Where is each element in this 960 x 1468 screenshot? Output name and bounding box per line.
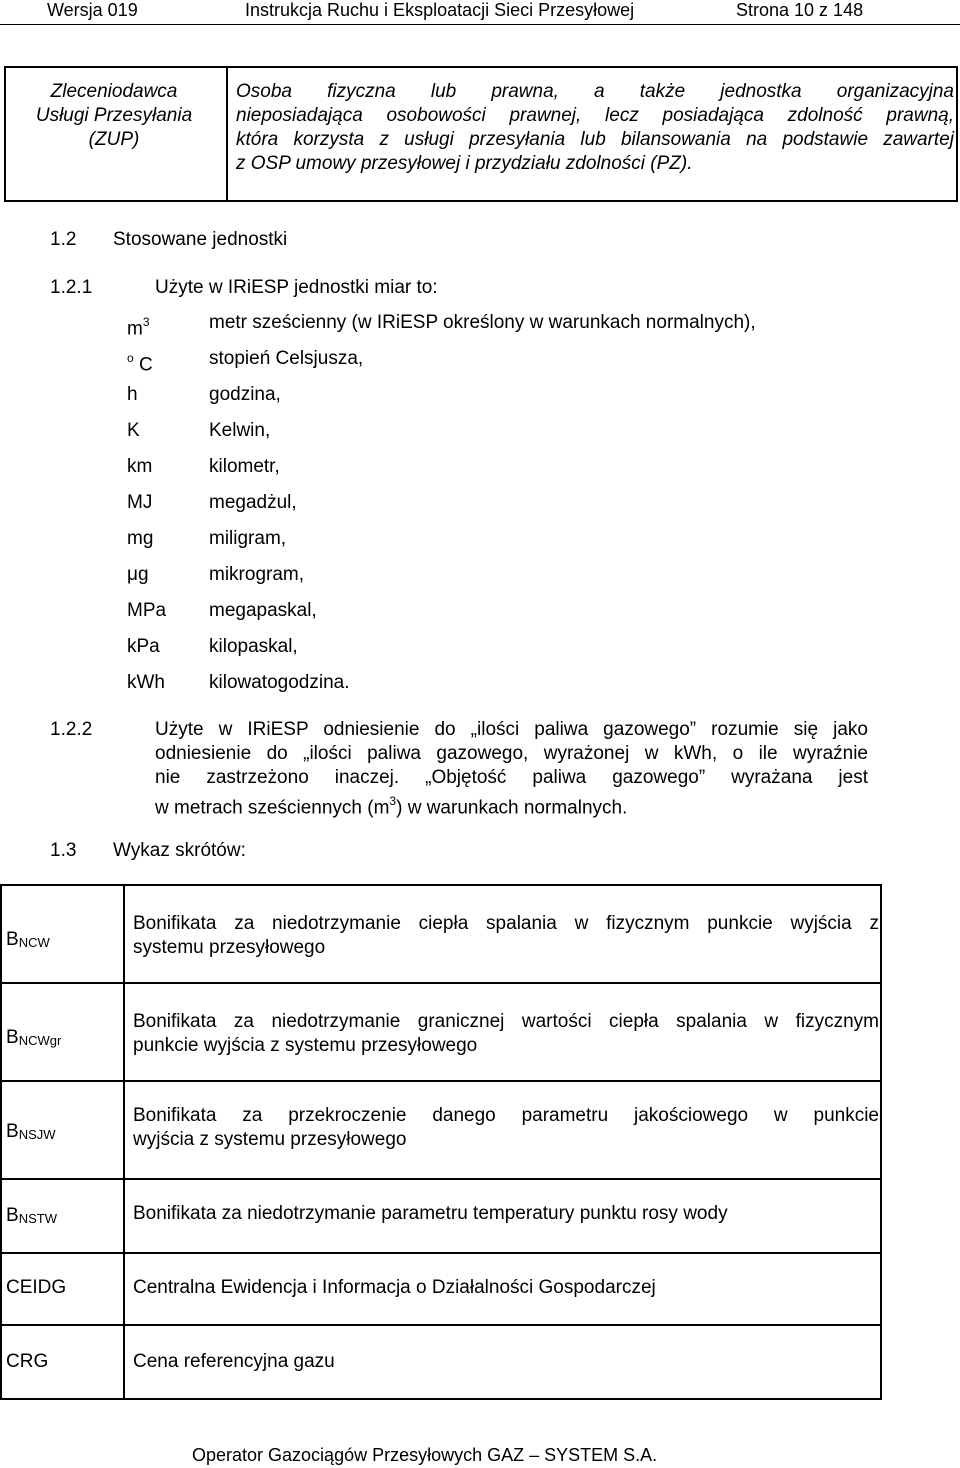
table-row <box>0 1178 882 1254</box>
definition-line: z OSP umowy przesyłowej i przydziału zdolności (PZ). <box>236 153 693 174</box>
unit-symbol: $m^3$ <box>127 315 150 340</box>
paragraph-line: w metrach sześciennych $(m^3)$ w warunkach normalnych. <box>155 794 628 819</box>
definition-line: nieposiadająca osobowości prawnej, lecz posiadająca zdolność prawną, <box>236 105 954 126</box>
abbreviation-text: Bonifikata za przekroczenie danego parametru jakościowego w punkcie wyjścia z systemu przesyłowego <box>133 1105 879 1150</box>
unit-symbol: MPa <box>127 600 167 621</box>
table-row <box>0 1252 882 1326</box>
abbreviation-code: CRG <box>6 1351 49 1372</box>
abbreviation-text: Bonifikata za niedotrzymanie granicznej wartości ciepła spalania w fizycznym punkcie wyjścia z systemu przesyłowego <box>133 1011 879 1056</box>
abbreviation-code: $B_{NCW}$ <box>6 929 50 950</box>
unit-description: miligram, <box>209 528 287 549</box>
column-divider <box>123 1254 125 1324</box>
definition-line: która korzysta z usługi przesyłania lub bilansowania na podstawie zawartej <box>236 129 954 150</box>
unit-description: megapaskal, <box>209 600 317 621</box>
paragraph-line: odniesienie do „ilości paliwa gazowego, wyrażonej w kWh, o ile wyraźnie <box>155 743 868 764</box>
unit-symbol: kWh <box>127 672 165 693</box>
paragraph-line: Użyte w IRiESP odniesienie do „ilości paliwa gazowego” rozumie się jako <box>155 719 868 740</box>
unit-description: kilometr, <box>209 456 280 477</box>
abbreviation-text: Bonifikata za niedotrzymanie ciepła spalania w fizycznym punkcie wyjścia z systemu przesyłowego <box>133 913 879 958</box>
document-version: Wersja 019 <box>47 0 138 20</box>
definition-line: Osoba fizyczna lub prawna, a także jednostka organizacyjna <box>236 81 954 102</box>
unit-symbol: MJ <box>127 492 153 513</box>
unit-description: godzina, <box>209 384 281 405</box>
abbreviation-code: $B_{NSTW}$ <box>6 1205 57 1226</box>
table-row <box>0 1324 882 1400</box>
unit-row <box>127 490 887 516</box>
term-line: Usługi Przesyłania <box>35 105 193 126</box>
abbreviation-text: Centralna Ewidencja i Informacja o Działalności Gospodarczej <box>133 1277 656 1298</box>
unit-description: stopień Celsjusza, <box>209 348 364 369</box>
page-number: Strona 10 z 148 <box>736 0 864 20</box>
unit-row <box>127 598 887 624</box>
paragraph-line: nie zastrzeżono inaczej. „Objętość paliwa gazowego” wyrażana jest <box>155 767 868 788</box>
unit-row <box>127 562 887 588</box>
unit-row <box>127 526 887 552</box>
section-1-2-number: 1.2 <box>50 229 77 250</box>
table-row <box>0 982 882 1082</box>
unit-description: kilowatogodzina. <box>209 672 350 693</box>
unit-description: metr sześcienny (w IRiESP określony w warunkach normalnych), <box>209 312 756 333</box>
definition-table <box>4 66 958 202</box>
unit-description: Kelwin, <box>209 420 271 441</box>
page-footer: Operator Gazociągów Przesyłowych GAZ – SYSTEM S.A. <box>192 1445 658 1465</box>
unit-symbol: kPa <box>127 636 160 657</box>
definition-text <box>236 80 954 176</box>
table-row <box>0 884 882 984</box>
term-line: (ZUP) <box>88 129 140 150</box>
term-line: Zleceniodawca <box>50 81 178 102</box>
unit-row <box>127 418 887 444</box>
unit-symbol: $^o$ C <box>127 351 153 376</box>
abbreviation-text: Cena referencyjna gazu <box>133 1351 335 1372</box>
column-divider <box>123 1082 125 1178</box>
section-1-3-number: 1.3 <box>50 840 77 861</box>
abbreviation-text: Bonifikata za niedotrzymanie parametru temperatury punktu rosy wody <box>133 1203 728 1224</box>
unit-symbol: km <box>127 456 153 477</box>
unit-row <box>127 382 887 408</box>
unit-description: mikrogram, <box>209 564 305 585</box>
unit-row <box>127 634 887 660</box>
abbreviation-code: CEIDG <box>6 1277 67 1298</box>
unit-row <box>127 454 887 480</box>
unit-description: kilopaskal, <box>209 636 298 657</box>
document-title: Instrukcja Ruchu i Eksploatacji Sieci Przesyłowej <box>245 0 635 20</box>
unit-row <box>127 310 887 340</box>
column-divider <box>123 1326 125 1398</box>
unit-description: megadżul, <box>209 492 297 513</box>
header-rule <box>0 24 960 25</box>
column-divider <box>123 1180 125 1252</box>
unit-row <box>127 346 887 376</box>
unit-symbol: K <box>127 420 140 441</box>
unit-symbol: h <box>127 384 138 405</box>
unit-row <box>127 670 887 696</box>
abbreviation-code: $B_{NSJW}$ <box>6 1121 56 1142</box>
table-row <box>0 1080 882 1180</box>
section-1-3-title: Wykaz skrótów: <box>113 840 246 861</box>
unit-symbol: μg <box>127 564 149 585</box>
page-header <box>0 0 960 20</box>
section-1-2-1-number: 1.2.1 <box>50 277 93 298</box>
column-divider <box>123 886 125 982</box>
abbreviation-code: $B_{NCWgr}$ <box>6 1027 62 1048</box>
column-divider <box>123 984 125 1080</box>
unit-symbol: mg <box>127 528 154 549</box>
section-1-2-title: Stosowane jednostki <box>113 229 288 250</box>
section-1-2-2-text <box>155 718 868 820</box>
section-1-2-1-title: Użyte w IRiESP jednostki miar to: <box>155 277 438 298</box>
table-divider <box>226 68 228 200</box>
definition-term <box>14 80 214 152</box>
section-1-2-2-number: 1.2.2 <box>50 719 93 740</box>
